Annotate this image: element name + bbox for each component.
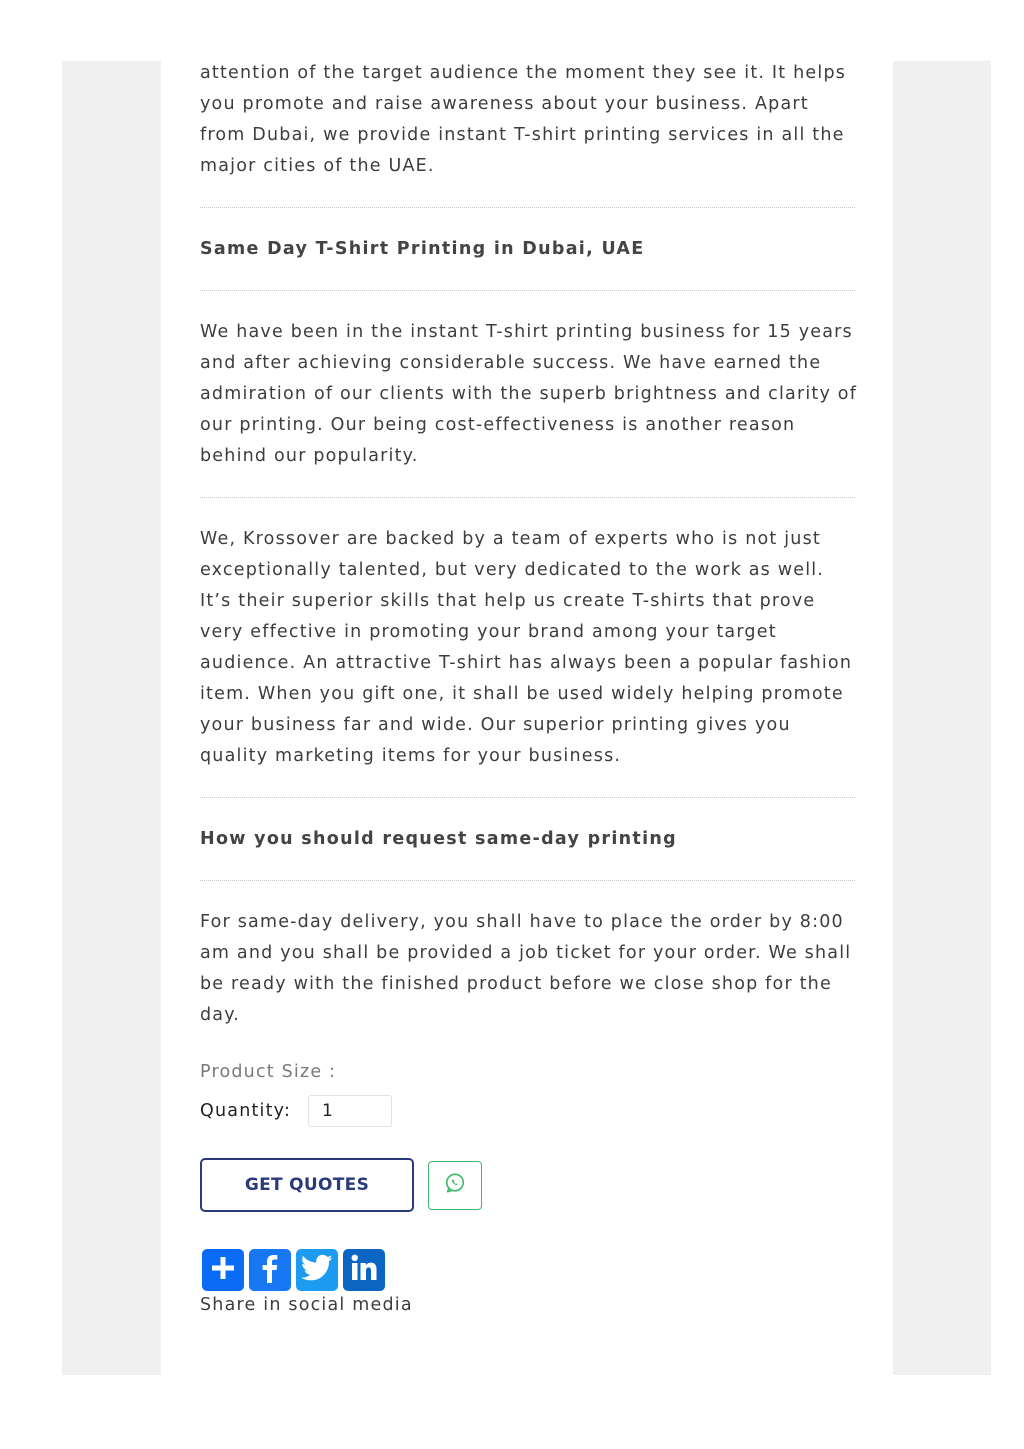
- linkedin-icon: [349, 1253, 379, 1287]
- plus-icon: [209, 1254, 237, 1286]
- divider: [200, 290, 855, 291]
- product-size-label: Product Size :: [200, 1062, 337, 1082]
- get-quotes-button[interactable]: GET QUOTES: [200, 1158, 414, 1212]
- whatsapp-icon: [444, 1172, 466, 1198]
- experience-paragraph: We have been in the instant T-shirt printing business for 15 years and after achieving considerable success. We have earned the admiration of our clients with the superb brightness and clarity of our printing. Our being cost-effectiveness is another reason behind our popularity.: [200, 322, 858, 466]
- share-plus-button[interactable]: [202, 1249, 244, 1291]
- left-gutter-panel: [62, 61, 161, 1375]
- heading-same-day-printing: Same Day T-Shirt Printing in Dubai, UAE: [200, 239, 645, 259]
- share-label: Share in social media: [200, 1295, 413, 1315]
- delivery-paragraph: For same-day delivery, you shall have to place the order by 8:00 am and you shall be provided a job ticket for your order. We shall be ready with the finished product before we close shop for the day.: [200, 912, 852, 1025]
- right-gutter-panel: [893, 61, 991, 1375]
- facebook-icon: [257, 1253, 283, 1287]
- social-share-buttons: [202, 1249, 860, 1291]
- quantity-label: Quantity:: [200, 1101, 292, 1121]
- product-description: [200, 58, 860, 1315]
- quantity-row: [200, 1095, 860, 1127]
- facebook-share-button[interactable]: [249, 1249, 291, 1291]
- divider: [200, 797, 855, 798]
- heading-request-printing: How you should request same-day printing: [200, 829, 677, 849]
- linkedin-share-button[interactable]: [343, 1249, 385, 1291]
- action-buttons: [200, 1158, 860, 1212]
- whatsapp-button[interactable]: [428, 1161, 482, 1210]
- quantity-input[interactable]: [308, 1095, 392, 1127]
- divider: [200, 207, 855, 208]
- twitter-share-button[interactable]: [296, 1249, 338, 1291]
- team-paragraph: We, Krossover are backed by a team of experts who is not just exceptionally talented, but very dedicated to the work as well. It’s their superior skills that help us create T-shirts that prove very effective in promoting your brand among your target audience. An attractive T-shirt has always been a popular fashion item. When you gift one, it shall be used widely helping promote your business far and wide. Our superior printing gives you quality marketing items for your business.: [200, 529, 853, 766]
- intro-paragraph: attention of the target audience the moment they see it. It helps you promote and raise awareness about your business. Apart from Dubai, we provide instant T-shirt printing services in all the major cities of the UAE.: [200, 63, 847, 176]
- twitter-icon: [301, 1254, 333, 1286]
- divider: [200, 880, 855, 881]
- divider: [200, 497, 855, 498]
